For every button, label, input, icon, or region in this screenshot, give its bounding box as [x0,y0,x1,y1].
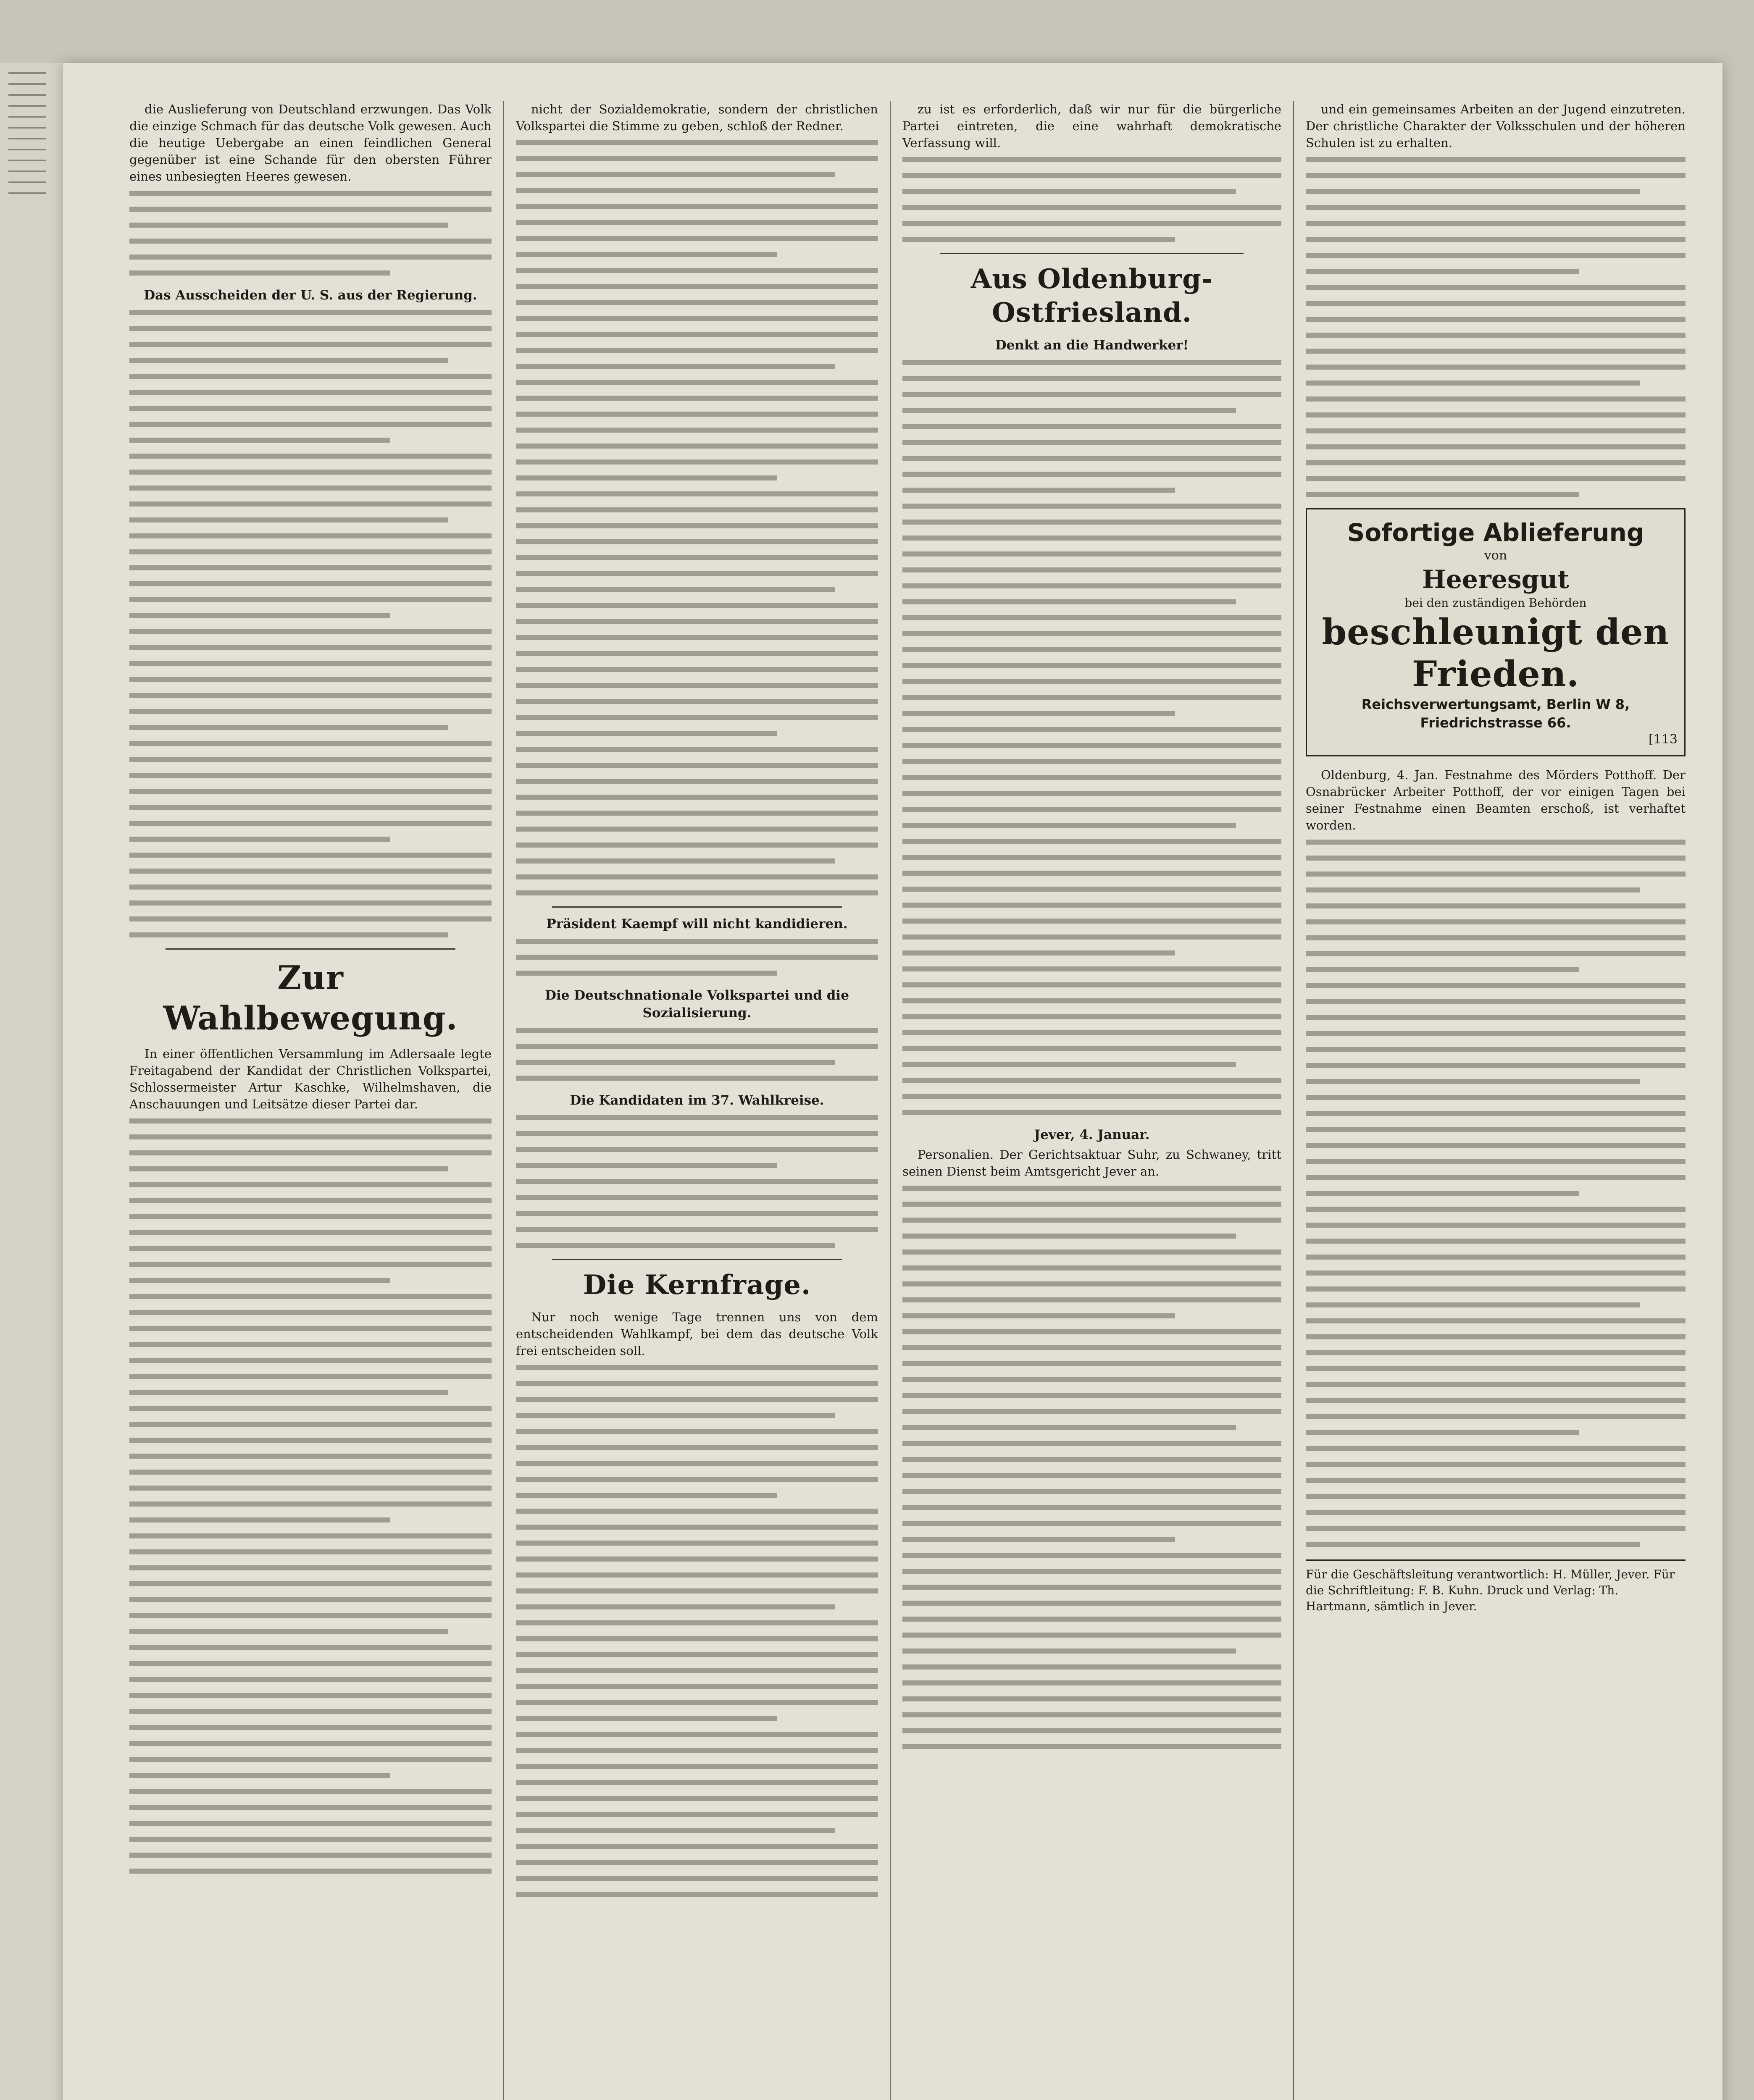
section-subheading: Die Kandidaten im 37. Wahlkreise. [570,1093,824,1108]
text-block [516,939,878,976]
section-heading: Die Kernfrage. [583,1269,811,1301]
article-text: zu ist es erforderlich, daß wir nur für die bürgerliche Partei eintreten, die eine wahrhaft demokratische Verfassung will. [902,102,1281,150]
text-block [902,157,1281,242]
article-text: Oldenburg, 4. Jan. Festnahme des Mörders Potthoff. Der Osnabrücker Arbeiter Potthoff, der vor einigen Tagen bei seiner Festnahme einen Beamten erschoß, ist verhaftet worden. [1306,768,1686,832]
ad-text: von [1484,548,1507,563]
column-4 [1294,101,1697,2100]
text-block [1306,157,1686,497]
advertisement-box [1306,508,1686,756]
section-subheading: Die Deutschnationale Volkspartei und die Sozialisierung. [545,988,849,1021]
article-text: und ein gemeinsames Arbeiten an der Jugend einzutreten. Der christliche Charakter der Volksschulen und der höheren Schulen ist zu erhalten. [1306,102,1686,150]
ad-headline: Sofortige Ablieferung [1347,518,1644,547]
dateline: Jever, 4. Januar. [1034,1127,1150,1142]
article-text: Personalien. Der Gerichtsaktuar Suhr, zu Schwaney, tritt seinen Dienst beim Amtsgericht Jever an. [902,1147,1281,1179]
section-subheading: Denkt an die Handwerker! [995,338,1189,353]
section-heading: Aus Oldenburg-Ostfriesland. [970,263,1213,328]
section-subheading: Präsident Kaempf will nicht kandidieren. [546,916,848,932]
article-text: In einer öffentlichen Versammlung im Adlersaale legte Freitagabend der Kandidat der Christlichen Volkspartei, Schlossermeister Artur Kaschke, Wilhelmshaven, die Anschauungen und Leitsätze dieser Partei dar. [129,1047,492,1111]
ad-text: bei den zuständigen Behörden [1404,596,1587,610]
text-block [516,140,878,895]
ad-subheadline: Heeresgut [1422,565,1569,594]
text-block [516,1115,878,1248]
article-text: Nur noch wenige Tage trennen uns von dem entscheidenden Wahlkampf, bei dem das deutsche Volk frei entscheiden soll. [516,1310,878,1358]
text-block [129,310,492,937]
text-block [129,191,492,276]
newspaper-page [63,63,1722,2100]
imprint-footer: Für die Geschäftsleitung verantwortlich: H. Müller, Jever. Für die Schriftleitung: F. B. Kuhn. Druck und Verlag: Th. Hartmann, sämtlich in Jever. [1306,1559,1686,1614]
text-block [1306,840,1686,1547]
article-text: nicht der Sozialdemokratie, sondern der christlichen Volkspartei die Stimme zu geben, schloß der Redner. [516,102,878,133]
text-block [129,1118,492,1874]
text-block [902,360,1281,1115]
text-block [516,1365,878,1897]
column-3 [891,101,1294,2100]
ad-reference-number: [113 [1649,732,1678,747]
text-block [516,1028,878,1081]
ad-address: Reichsverwertungsamt, Berlin W 8, Friedrichstrasse 66. [1361,696,1630,731]
article-text: die Auslieferung von Deutschland erzwungen. Das Volk die einzige Schmach für das deutsche Volk gewesen. Auch die heutige Uebergabe an einen feindlichen General gegenüber ist eine Schande für den obersten Führer eines unbesiegten Heeres gewesen. [129,102,492,184]
column-2 [504,101,891,2100]
previous-page-edge [0,63,64,2100]
column-1 [118,101,504,2100]
ad-slogan: beschleunigt den Frieden. [1322,611,1670,695]
text-block [902,1186,1281,1749]
section-heading: Zur Wahlbewegung. [163,959,458,1037]
section-subheading: Das Ausscheiden der U. S. aus der Regierung. [144,288,477,303]
